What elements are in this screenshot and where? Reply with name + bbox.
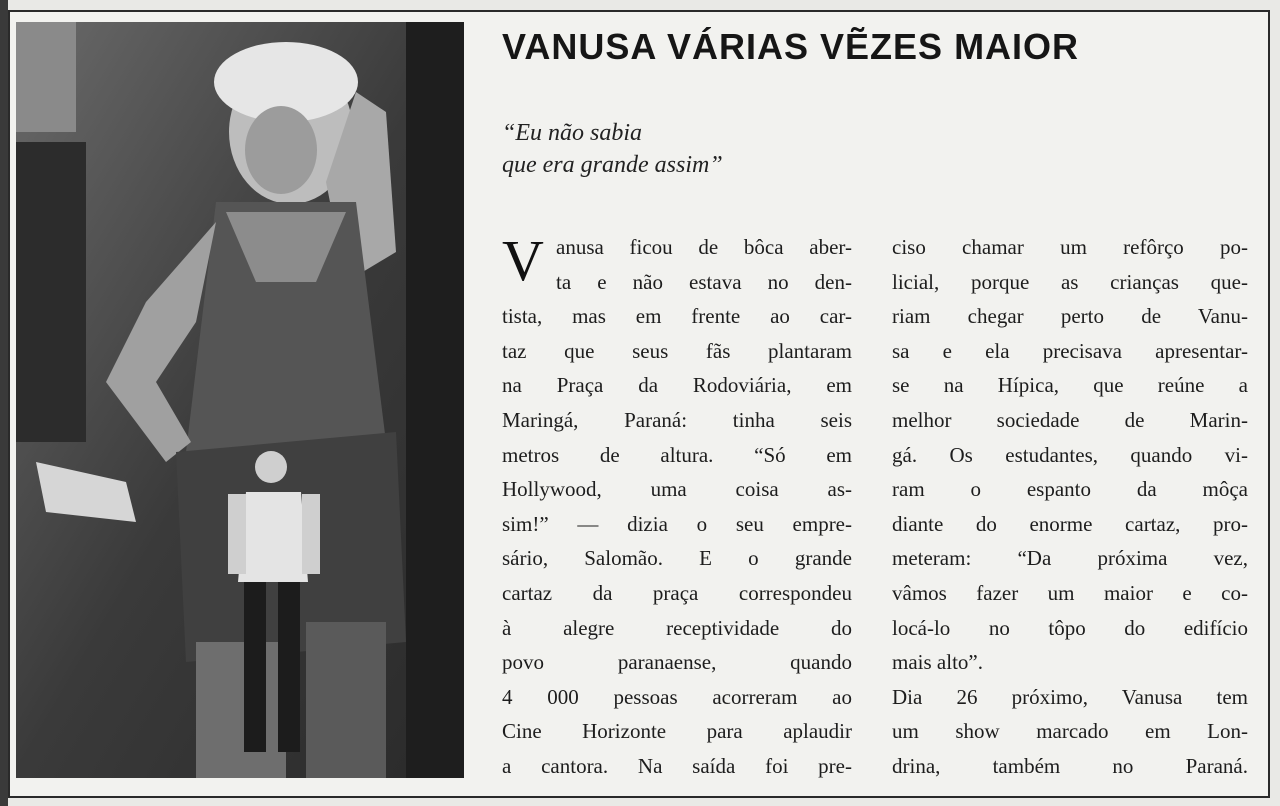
- body-line: anusa ficou de bôca aber-: [556, 235, 852, 259]
- body-line: gá. Os estudantes, quando vi-: [892, 442, 1248, 467]
- body-line: um show marcado em Lon-: [892, 719, 1248, 744]
- body-line: vâmos fazer um maior e co-: [892, 580, 1248, 605]
- article-photo: [16, 22, 464, 778]
- body-line: metros de altura. “Só em: [502, 442, 852, 467]
- body-line: taz que seus fãs plantaram: [502, 338, 852, 363]
- body-line: Cine Horizonte para aplaudir: [502, 719, 852, 744]
- body-line: mais alto”.: [892, 650, 983, 675]
- drop-cap: V: [502, 228, 544, 293]
- body-line: sa e ela precisava apresentar-: [892, 338, 1248, 363]
- photo-icon: [16, 22, 464, 778]
- body-line: 4 000 pessoas acorreram ao: [502, 684, 852, 709]
- subtitle: [502, 117, 922, 181]
- body-line: tista, mas em frente ao car-: [502, 304, 852, 329]
- body-line: ta e não estava no den-: [556, 269, 852, 294]
- body-line: Dia 26 próximo, Vanusa tem: [892, 684, 1248, 709]
- body-line: a cantora. Na saída foi pre-: [502, 753, 852, 778]
- page-edge: [0, 0, 8, 806]
- body-line: se na Hípica, que reúne a: [892, 373, 1248, 398]
- body-line: meteram: “Da próxima vez,: [892, 546, 1248, 571]
- headline: VANUSA VÁRIAS VẼZES MAIOR: [502, 26, 1080, 67]
- body-line: à alegre receptividade do: [502, 615, 852, 640]
- body-line: licial, porque as crianças que-: [892, 269, 1248, 294]
- article-column-2: [892, 230, 1248, 784]
- body-line: melhor sociedade de Marin-: [892, 407, 1248, 432]
- body-line: ram o espanto da môça: [892, 477, 1248, 502]
- body-line: diante do enorme cartaz, pro-: [892, 511, 1248, 536]
- body-line: povo paranaense, quando: [502, 650, 852, 675]
- body-line: sário, Salomão. E o grande: [502, 546, 852, 571]
- body-line: Hollywood, uma coisa as-: [502, 477, 852, 502]
- body-line: Maringá, Paraná: tinha seis: [502, 407, 852, 432]
- body-line: drina, também no Paraná.: [892, 753, 1248, 778]
- subtitle-line: “Eu não sabia: [502, 120, 643, 146]
- subtitle-line: que era grande assim”: [502, 152, 723, 178]
- body-line: ciso chamar um refôrço po-: [892, 235, 1248, 259]
- body-line: sim!” — dizia o seu empre-: [502, 511, 852, 536]
- body-line: cartaz da praça correspondeu: [502, 580, 852, 605]
- body-line: riam chegar perto de Vanu-: [892, 304, 1248, 329]
- body-line: na Praça da Rodoviária, em: [502, 373, 852, 398]
- body-line: locá-lo no tôpo do edifício: [892, 615, 1248, 640]
- article-column-1: [502, 230, 852, 784]
